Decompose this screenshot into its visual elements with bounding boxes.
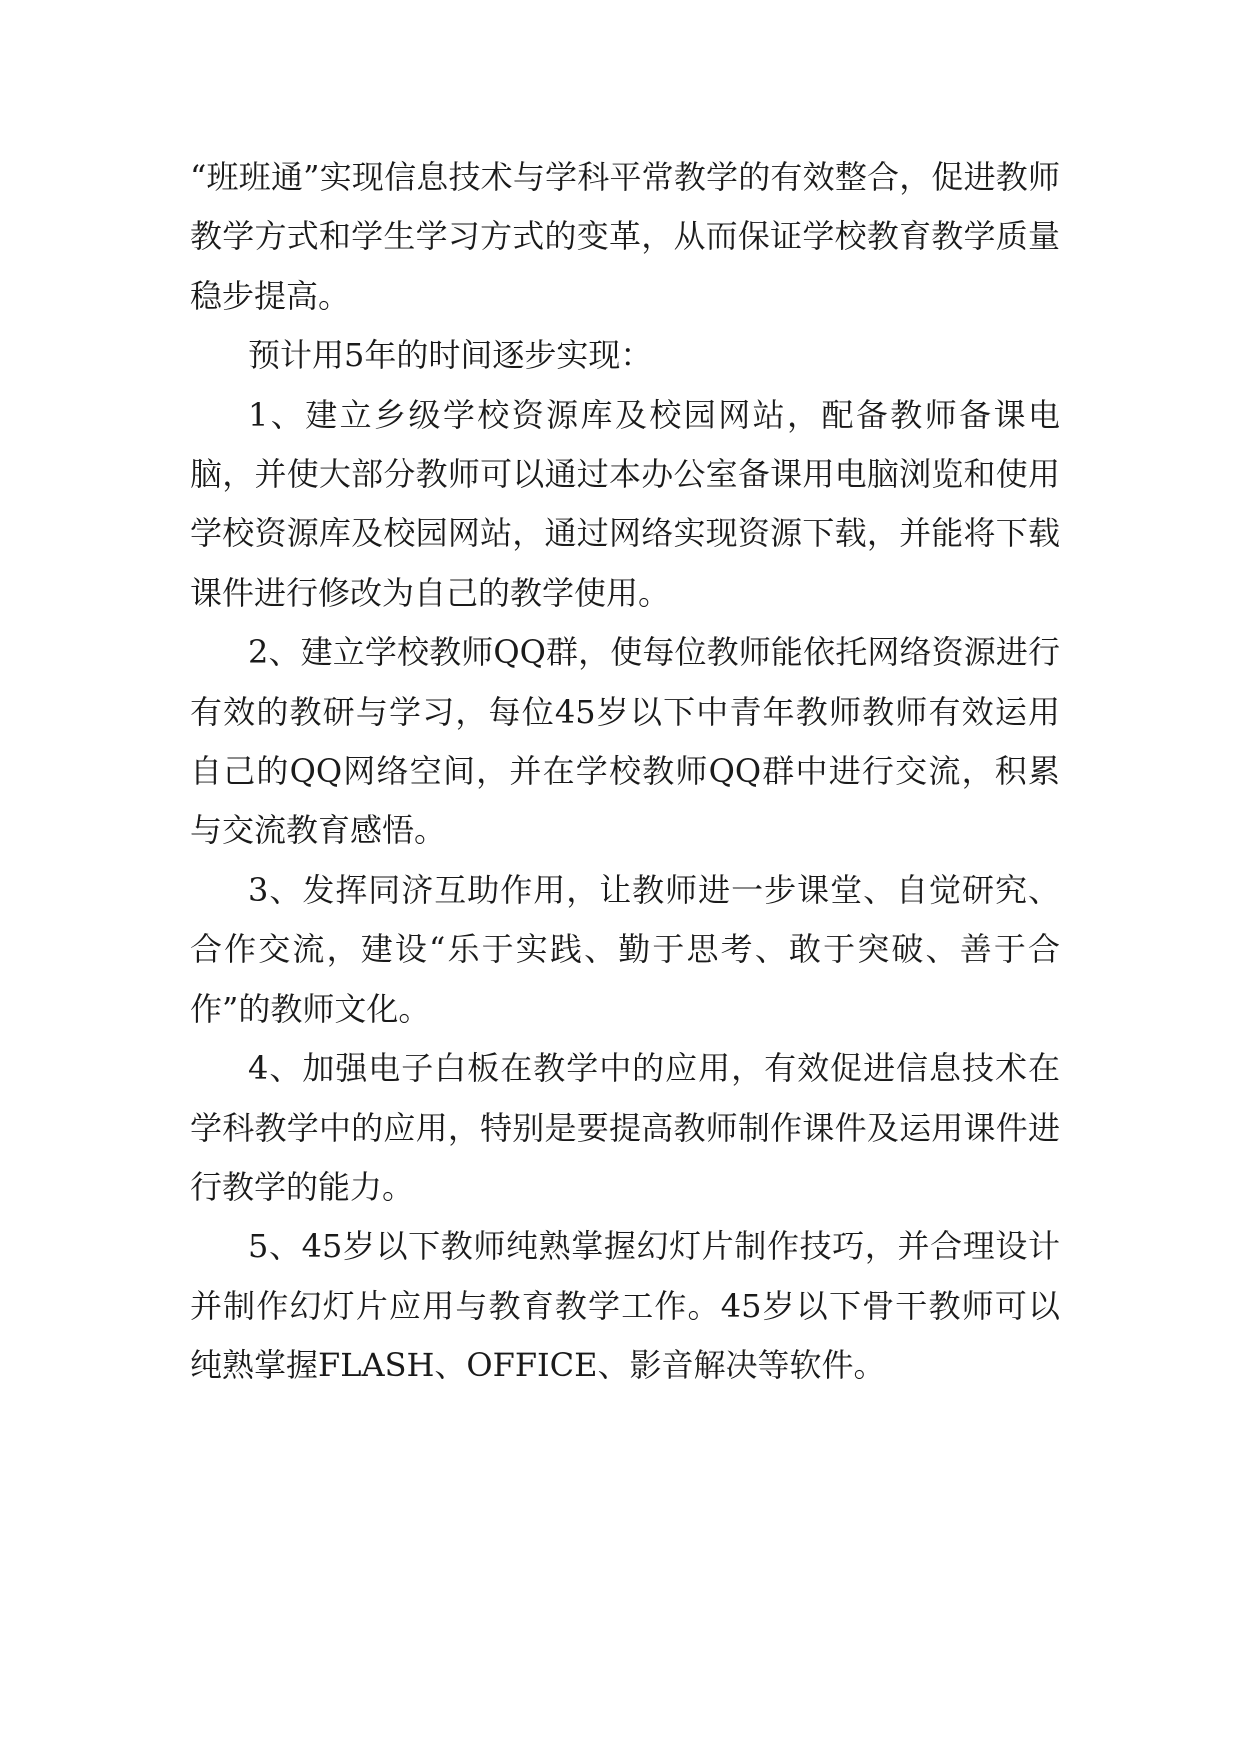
paragraph-intro: “班班通”实现信息技术与学科平常教学的有效整合，促进教师教学方式和学生学习方式的变革，从而保证学校教育教学质量稳步提高。 [190, 158, 1060, 315]
paragraph-item-5: 5、45岁以下教师纯熟掌握幻灯片制作技巧，并合理设计并制作幻灯片应用与教育教学工作。45岁以下骨干教师可以纯熟掌握FLASH、OFFICE、影音解决等软件。 [190, 1227, 1060, 1385]
document-body [190, 148, 1060, 1396]
paragraph-item-1: 1、建立乡级学校资源库及校园网站，配备教师备课电脑，并使大部分教师可以通过本办公室备课用电脑浏览和使用学校资源库及校园网站，通过网络实现资源下载，并能将下载课件进行修改为自己的教学使用。 [190, 395, 1060, 612]
paragraph-item-3: 3、发挥同济互助作用，让教师进一步课堂、自觉研究、合作交流，建设“乐于实践、勤于思考、敢于突破、善于合作”的教师文化。 [190, 870, 1060, 1028]
paragraph-item-4: 4、加强电子白板在教学中的应用，有效促进信息技术在学科教学中的应用，特别是要提高教师制作课件及运用课件进行教学的能力。 [190, 1049, 1060, 1206]
paragraph-item-2: 2、建立学校教师QQ群，使每位教师能依托网络资源进行有效的教研与学习，每位45岁以下中青年教师教师有效运用自己的QQ网络空间，并在学校教师QQ群中进行交流，积累与交流教育感悟。 [190, 633, 1060, 850]
paragraph-plan-lead: 预计用5年的时间逐步实现： [248, 336, 653, 375]
